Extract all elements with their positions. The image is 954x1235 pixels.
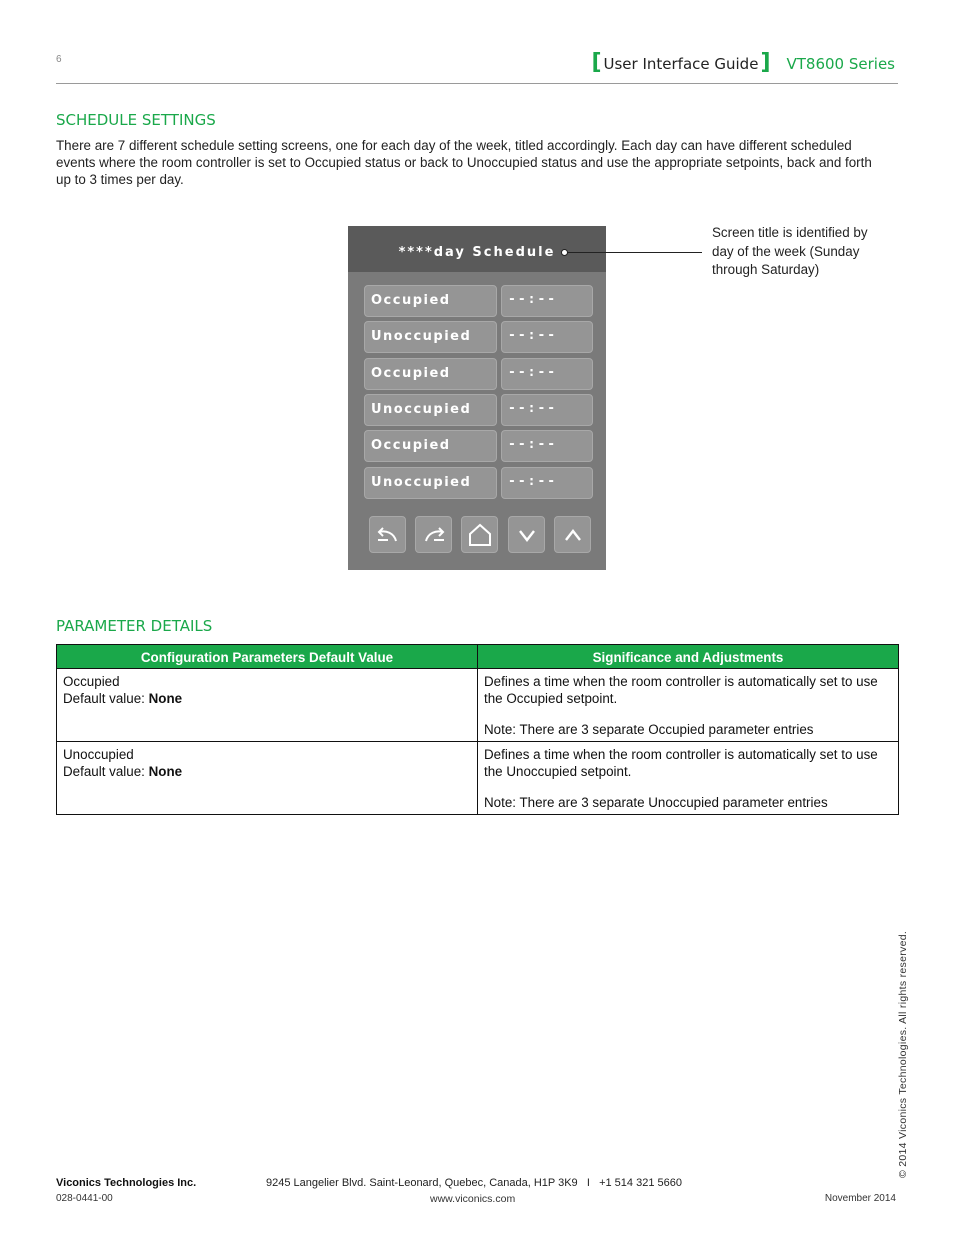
description-cell bbox=[478, 669, 899, 742]
footer-company: Viconics Technologies Inc. bbox=[56, 1177, 197, 1189]
guide-title: User Interface Guide bbox=[603, 55, 759, 73]
table-row bbox=[57, 669, 899, 742]
header-divider bbox=[56, 83, 898, 84]
page-number: 6 bbox=[56, 54, 62, 65]
callout-dot bbox=[561, 249, 568, 256]
forward-icon bbox=[420, 521, 448, 549]
schedule-row bbox=[364, 358, 593, 390]
schedule-event-button[interactable]: Unoccupied bbox=[364, 467, 497, 499]
schedule-row bbox=[364, 394, 593, 426]
bracket-open: [ bbox=[591, 50, 602, 75]
parameter-name: Occupied bbox=[63, 674, 120, 689]
table-header-row bbox=[57, 645, 899, 669]
schedule-time-field[interactable]: --:-- bbox=[501, 467, 593, 499]
device-title-bar bbox=[348, 226, 606, 272]
callout-text: Screen title is identified by day of the week (Sunday through Saturday) bbox=[712, 225, 868, 277]
parameter-description: Defines a time when the room controller is automatically set to use the Occupied setpoint. bbox=[484, 674, 878, 706]
parameter-details-title: PARAMETER DETAILS bbox=[56, 617, 213, 635]
series-name: VT8600 Series bbox=[786, 55, 895, 73]
schedule-row bbox=[364, 285, 593, 317]
parameter-note: Note: There are 3 separate Unoccupied parameter entries bbox=[484, 795, 828, 810]
default-value-line bbox=[63, 763, 471, 780]
schedule-row bbox=[364, 467, 593, 499]
callout-line bbox=[568, 252, 702, 253]
schedule-settings-title: SCHEDULE SETTINGS bbox=[56, 111, 216, 129]
footer-website[interactable]: www.viconics.com bbox=[430, 1193, 516, 1205]
back-button[interactable] bbox=[369, 516, 406, 553]
home-icon bbox=[466, 521, 494, 549]
chevron-up-icon bbox=[559, 521, 587, 549]
footer-doc-number: 028-0441-00 bbox=[56, 1193, 113, 1204]
copyright-notice: © 2014 Viconics Technologies. All rights reserved. bbox=[897, 930, 909, 1178]
back-icon bbox=[374, 521, 402, 549]
down-button[interactable] bbox=[508, 516, 545, 553]
parameter-cell bbox=[57, 742, 478, 815]
device-screen bbox=[348, 226, 606, 570]
parameter-note: Note: There are 3 separate Occupied parameter entries bbox=[484, 722, 814, 737]
default-label: Default value: bbox=[63, 691, 149, 706]
footer-date: November 2014 bbox=[824, 1193, 896, 1204]
column-header: Configuration Parameters Default Value bbox=[57, 645, 478, 669]
device-screen-title: ****day Schedule bbox=[398, 244, 556, 260]
chevron-down-icon bbox=[513, 521, 541, 549]
parameter-name: Unoccupied bbox=[63, 747, 134, 762]
description-cell bbox=[478, 742, 899, 815]
default-value: None bbox=[148, 691, 183, 706]
parameter-table bbox=[56, 644, 899, 815]
schedule-time-field[interactable]: --:-- bbox=[501, 358, 593, 390]
bracket-close: ] bbox=[760, 50, 771, 75]
footer-address: 9245 Langelier Blvd. Saint-Leonard, Quebec, Canada, H1P 3K9 I +1 514 321 5660 bbox=[266, 1177, 682, 1189]
schedule-time-field[interactable]: --:-- bbox=[501, 321, 593, 353]
schedule-row bbox=[364, 321, 593, 353]
schedule-event-button[interactable]: Unoccupied bbox=[364, 394, 497, 426]
forward-button[interactable] bbox=[415, 516, 452, 553]
schedule-settings-intro: There are 7 different schedule setting screens, one for each day of the week, titled accordingly. Each day can have different scheduled events where the room controller is set to Occupied status or back to Unoccupied status and use the appropriate setpoints, back and forth up to 3 times per day. bbox=[56, 138, 872, 187]
schedule-time-field[interactable]: --:-- bbox=[501, 394, 593, 426]
schedule-row bbox=[364, 430, 593, 462]
up-button[interactable] bbox=[554, 516, 591, 553]
parameter-cell bbox=[57, 669, 478, 742]
schedule-event-button[interactable]: Occupied bbox=[364, 430, 497, 462]
home-button[interactable] bbox=[461, 516, 498, 553]
parameter-description: Defines a time when the room controller is automatically set to use the Unoccupied setpoint. bbox=[484, 747, 878, 779]
schedule-time-field[interactable]: --:-- bbox=[501, 430, 593, 462]
table-row bbox=[57, 742, 899, 815]
schedule-time-field[interactable]: --:-- bbox=[501, 285, 593, 317]
default-label: Default value: bbox=[63, 764, 149, 779]
header-brand bbox=[591, 52, 895, 74]
schedule-event-button[interactable]: Occupied bbox=[364, 358, 497, 390]
default-value-line bbox=[63, 690, 471, 707]
schedule-event-button[interactable]: Occupied bbox=[364, 285, 497, 317]
schedule-event-button[interactable]: Unoccupied bbox=[364, 321, 497, 353]
column-header: Significance and Adjustments bbox=[478, 645, 899, 669]
default-value: None bbox=[148, 764, 183, 779]
